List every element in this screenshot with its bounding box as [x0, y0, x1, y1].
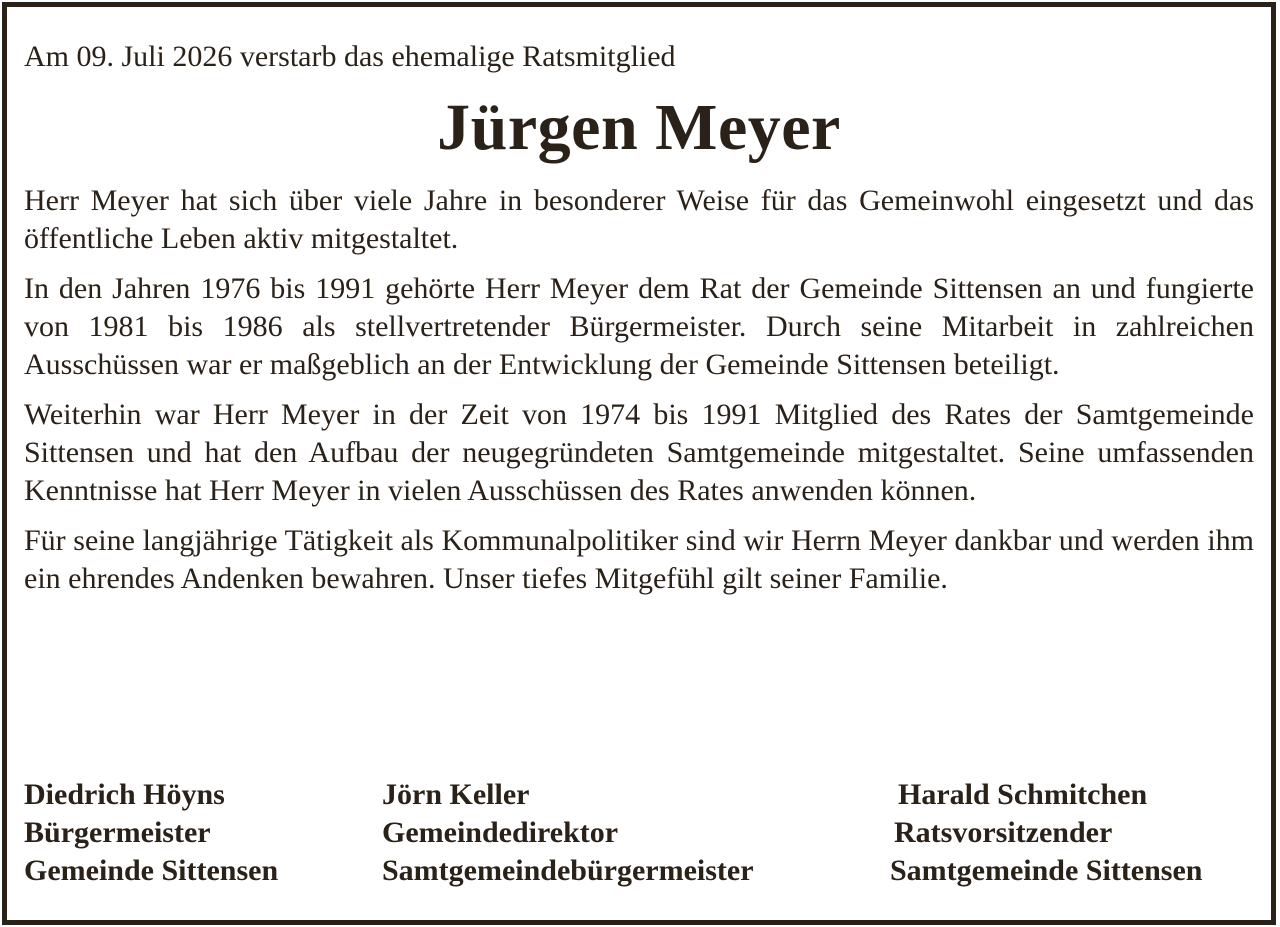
paragraph-2: In den Jahren 1976 bis 1991 gehörte Herr Meyer dem Rat der Gemeinde Sittensen an und fungierte von 1981 bis 1986 als stellvertretender Bürgermeister. Durch seine Mitarbeit in zahlreichen Ausschüssen war er maßgeblich an der Entwicklung der Gemeinde Sittensen beteiligt. — [24, 272, 1254, 381]
signature-mayor — [24, 776, 278, 890]
deceased-name: Jürgen Meyer — [437, 91, 841, 164]
obituary-body — [24, 38, 1254, 598]
signature-block — [24, 776, 1254, 896]
intro-line: Am 09. Juli 2026 verstarb das ehemalige Ratsmitglied — [24, 40, 676, 73]
paragraph-3: Weiterhin war Herr Meyer in der Zeit von 1974 bis 1991 Mitglied des Rates der Samtgemeinde Sittensen und hat den Aufbau der neugegründeten Samtgemeinde mitgestaltet. Seine umfassenden Kenntnisse hat Herr Meyer in vielen Ausschüssen des Rates anwenden können. — [24, 398, 1254, 507]
signature-organization: Gemeinde Sittensen — [24, 854, 279, 887]
signature-organization: Samtgemeinde Sittensen — [890, 854, 1203, 887]
signature-council-chair — [890, 776, 1202, 890]
signature-organization: Samtgemeindebürgermeister — [382, 854, 754, 887]
signature-title: Bürgermeister — [24, 816, 211, 849]
paragraph-1: Herr Meyer hat sich über viele Jahre in besonderer Weise für das Gemeinwohl eingesetzt und das öffentliche Leben aktiv mitgestaltet. — [24, 184, 1254, 255]
signature-name: Diedrich Höyns — [24, 778, 225, 811]
signature-name: Jörn Keller — [382, 778, 530, 811]
signature-title: Ratsvorsitzender — [894, 816, 1113, 849]
paragraph-4: Für seine langjährige Tätigkeit als Kommunalpolitiker sind wir Herrn Meyer dankbar und werden ihm ein ehrendes Andenken bewahren. Unser tiefes Mitgefühl gilt seiner Familie. — [24, 524, 1254, 595]
signature-municipal-director — [382, 776, 754, 890]
signature-name: Harald Schmitchen — [898, 778, 1148, 811]
signature-title: Gemeindedirektor — [382, 816, 619, 849]
